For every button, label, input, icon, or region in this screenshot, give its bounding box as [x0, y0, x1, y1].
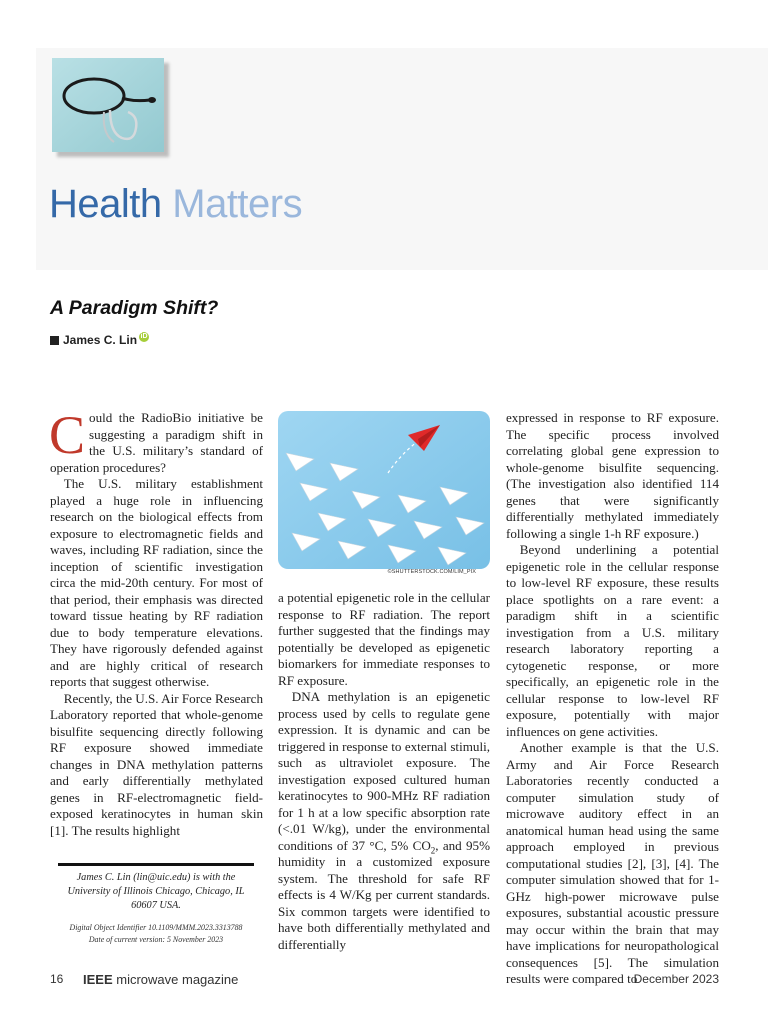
body-column-2 — [278, 590, 490, 953]
doi-block — [58, 922, 254, 946]
paragraph: Beyond underlining a potential epigenetic role in the cellular response to low-level RF exposure, these results place spotlights on a rare event: a paradigm shift in a scientific investigation from a U.S. military research laboratory reporting a cytogenetic response, or more specifically, an epigenetic role in the cellular response to low-level RF exposure, potentially with major influences on gene activities. — [506, 542, 719, 739]
paragraph — [278, 689, 490, 953]
body-column-1 — [49, 405, 263, 839]
paragraph-text: DNA methylation is an epigenetic process used by cells to regulate gene expression. It is dynamic and can be triggered in response to external stimuli, such as ultraviolet exposure. The investigation exposed cultured human keratinocytes to 900-MHz RF radiation for 1 h at a low specific absorption rate (<.01 W/kg), under the environmental conditions of 37 °C, 5% CO — [278, 689, 490, 853]
doi-line: Digital Object Identifier 10.1109/MMM.2023.3313788 — [69, 923, 243, 932]
version-date-line: Date of current version: 5 November 2023 — [88, 935, 224, 944]
paragraph: The U.S. military establishment played a huge role in influencing research on the biological effects from exposure to electromagnetic fields and waves, including RF radiation, since the inception of scientific investigation circa the mid-20th century. For most of that period, their emphasis was directed toward tissue heating by RF radiation due to body temperature elevations. They have rigorously defended against and are highly critical of research reports that suggest otherwise. — [50, 476, 263, 689]
magazine-title: microwave magazine — [116, 972, 239, 987]
author-note: James C. Lin (lin@uic.edu) is with the University of Illinois Chicago, Chicago, IL 60607 USA. — [58, 863, 254, 913]
body-column-3 — [506, 410, 719, 988]
column-title — [49, 178, 302, 230]
magazine-ieee: IEEE — [83, 972, 113, 987]
drop-cap: C — [49, 405, 86, 465]
figure-credit: ©SHUTTERSTOCK.COM/LIM_PIX — [387, 569, 476, 575]
column-image — [52, 58, 164, 152]
issue-date: December 2023 — [633, 972, 719, 986]
paper-planes-illustration — [278, 411, 490, 569]
column-title-word-1: Health — [49, 182, 162, 226]
stethoscope-icon — [52, 58, 164, 152]
paragraph-text: ould the RadioBio initiative be suggesting a paradigm shift in the U.S. military’s standard of operation procedures? — [50, 410, 263, 475]
orcid-icon[interactable]: iD — [140, 333, 148, 340]
paragraph-text: , and 95% humidity in a customized exposure system. The threshold for safe RF effects is 4 W/Kg per current standards. Six common targets were identified to have both differentially methylated and differentially — [278, 837, 490, 952]
subscript: 2 — [430, 845, 436, 856]
paragraph — [49, 405, 263, 476]
paper-planes-figure — [278, 411, 490, 569]
article-title: A Paradigm Shift? — [50, 297, 219, 319]
page-number: 16 — [50, 972, 64, 986]
paragraph: expressed in response to RF exposure. The specific process involved correlating global gene expression to whole-genome bisulfite sequencing. (The investigation also identified 114 genes that were significantly differentially methylated immediately following a single 1-h RF exposure.) — [506, 410, 719, 541]
author-name: James C. Lin — [63, 333, 138, 347]
byline — [50, 333, 149, 347]
column-title-word-2: Matters — [172, 182, 303, 226]
paragraph: Another example is that the U.S. Army and Air Force Research Laboratories recently conducted a computer simulation study of microwave auditory effect in an anatomical human head using the same approach employed in previous computational studies [2], [3], [4]. The computer simulation showed that for 1-GHz high-power microwave pulse exposures, substantial acoustic pressure may occur within the brain that may have implications for neuropathological consequences [5]. The simulation results were compared to — [506, 740, 719, 986]
paragraph: Recently, the U.S. Air Force Research Laboratory reported that whole-genome bisulfite sequencing directly following RF exposure showed immediate changes in DNA methylation patterns and early differentially methylated genes in RF-electromagnetic field-exposed keratinocytes in human skin [1]. The results highlight — [50, 690, 263, 838]
byline-square-icon — [50, 336, 59, 345]
magazine-name — [83, 972, 238, 987]
paragraph: a potential epigenetic role in the cellular response to RF radiation. The report further suggested that the findings may potentially be developed as epigenetic biomarkers for immediate responses to RF exposure. — [278, 590, 490, 688]
